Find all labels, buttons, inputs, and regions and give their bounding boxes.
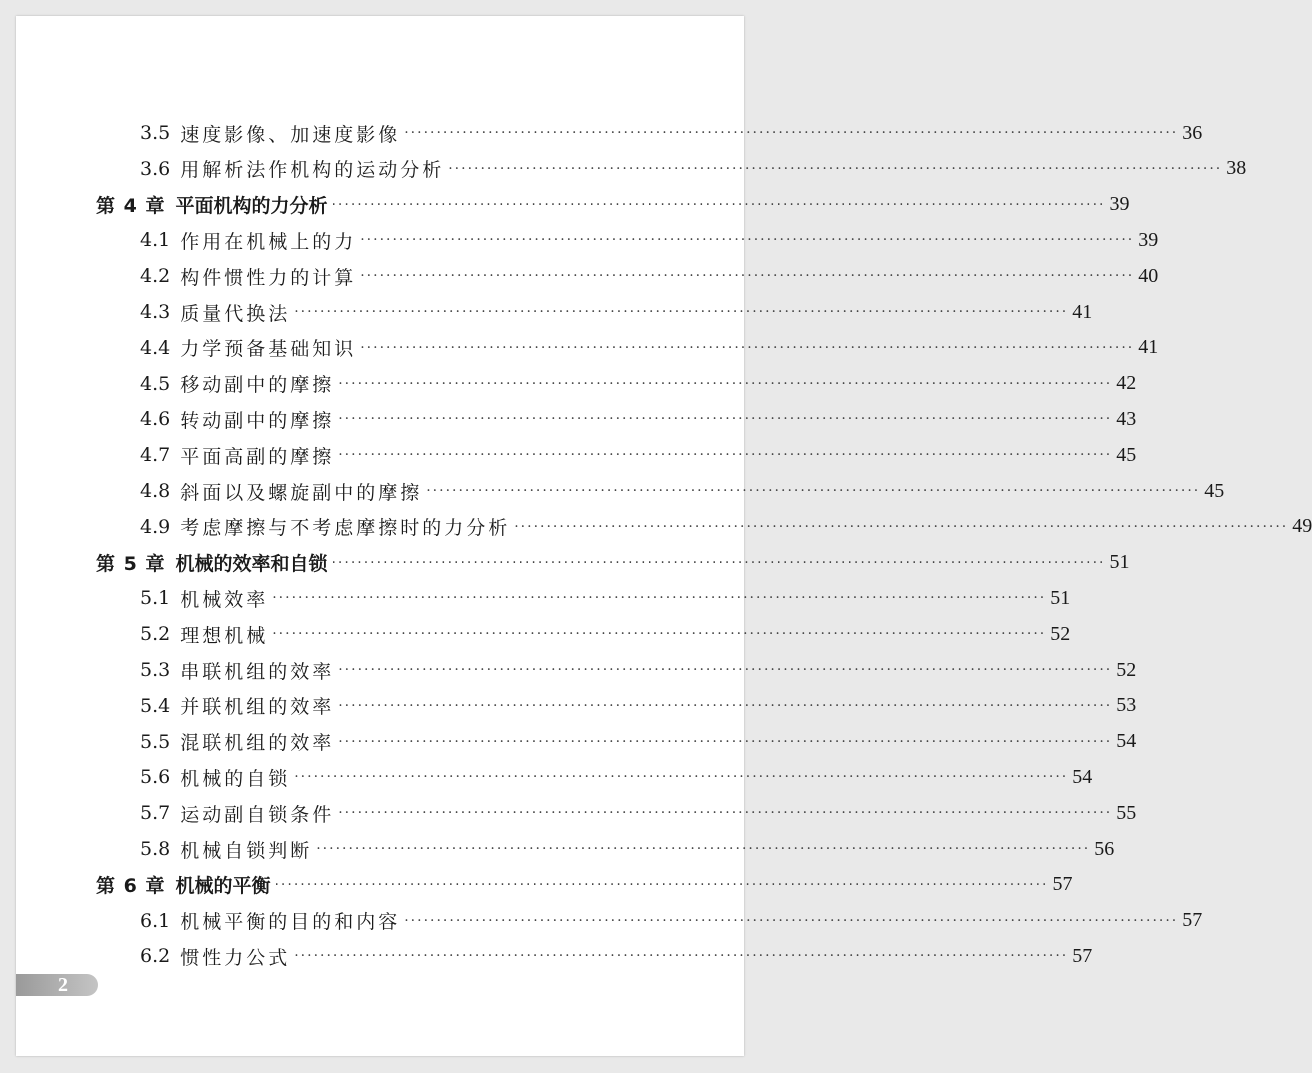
toc-leader-dots: ························································································································ (272, 590, 1047, 607)
toc-entry-page: 57 (1052, 873, 1073, 896)
toc-entry-title: 平面机构的力分析 (175, 195, 328, 218)
toc-entry-number: 5.8 (140, 838, 171, 860)
toc-entry-number: 4.6 (140, 408, 171, 431)
toc-leader-dots: ························································································································ (360, 232, 1135, 249)
toc-leader-dots: ························································································································ (331, 554, 1106, 571)
toc-section-entry[interactable] (140, 619, 1071, 649)
page-number: 2 (58, 973, 68, 996)
toc-chapter-entry[interactable] (96, 190, 1130, 220)
toc-entry-title: 力学预备基础知识 (180, 338, 357, 361)
toc-entry-page: 52 (1116, 658, 1137, 681)
toc-section-entry[interactable] (140, 906, 1203, 936)
toc-entry-title: 质量代换法 (180, 302, 291, 325)
toc-section-entry[interactable] (140, 440, 1137, 470)
toc-entry-number: 4.4 (140, 336, 171, 359)
toc-section-entry[interactable] (140, 727, 1137, 757)
toc-entry-page: 39 (1138, 228, 1159, 251)
toc-entry-number: 第 6 章 (96, 875, 166, 898)
toc-leader-dots: ························································································································ (514, 518, 1289, 535)
toc-entry-number: 4.3 (140, 301, 171, 323)
toc-section-entry[interactable] (140, 333, 1159, 363)
toc-entry-title: 机械自锁判断 (180, 839, 313, 862)
toc-section-entry[interactable] (140, 655, 1137, 685)
toc-entry-number: 第 5 章 (96, 553, 166, 576)
toc-leader-dots: ························································································································ (426, 483, 1201, 499)
toc-leader-dots: ························································································································ (331, 196, 1106, 213)
toc-chapter-entry[interactable] (96, 548, 1130, 578)
toc-entry-title: 移动副中的摩擦 (180, 374, 335, 397)
toc-entry-title: 机械的效率和自锁 (175, 553, 328, 576)
toc-section-entry[interactable] (140, 512, 1312, 542)
toc-entry-page: 55 (1116, 801, 1137, 824)
toc-section-entry[interactable] (140, 225, 1159, 255)
toc-entry-title: 串联机组的效率 (180, 660, 335, 683)
toc-section-entry[interactable] (140, 476, 1225, 506)
toc-section-entry[interactable] (140, 583, 1071, 613)
toc-entry-number: 5.7 (140, 802, 171, 825)
toc-entry-page: 45 (1204, 479, 1225, 502)
toc-section-entry[interactable] (140, 834, 1115, 864)
toc-leader-dots: ························································································································ (294, 304, 1069, 320)
toc-entry-title: 运动副自锁条件 (180, 803, 335, 826)
toc-section-entry[interactable] (140, 154, 1247, 184)
toc-entry-title: 混联机组的效率 (180, 732, 335, 755)
toc-entry-page: 41 (1138, 336, 1159, 359)
toc-section-entry[interactable] (140, 798, 1137, 828)
toc-entry-title: 机械的自锁 (180, 767, 291, 790)
toc-entry-page: 43 (1116, 407, 1137, 430)
toc-leader-dots: ························································································································ (272, 626, 1047, 643)
toc-entry-page: 42 (1116, 372, 1137, 395)
toc-leader-dots: ························································································································ (338, 697, 1113, 714)
toc-entry-title: 作用在机械上的力 (180, 230, 357, 253)
toc-entry-number: 5.6 (140, 766, 171, 789)
toc-entry-page: 45 (1116, 443, 1137, 466)
toc-entry-number: 4.2 (140, 265, 171, 288)
page-number-tab (16, 974, 98, 996)
toc-entry-title: 速度影像、加速度影像 (180, 123, 401, 146)
toc-leader-dots: ························································································································ (338, 662, 1113, 678)
toc-entry-number: 4.1 (140, 229, 171, 252)
toc-leader-dots: ························································································································ (316, 841, 1091, 857)
toc-entry-number: 5.4 (140, 694, 171, 717)
toc-entry-title: 用解析法作机构的运动分析 (180, 159, 445, 182)
toc-entry-number: 5.5 (140, 730, 171, 753)
toc-entry-page: 57 (1182, 909, 1203, 932)
toc-entry-title: 考虑摩擦与不考虑摩擦时的力分析 (180, 517, 511, 540)
toc-leader-dots: ························································································································ (338, 733, 1113, 750)
toc-leader-dots: ························································································································ (404, 125, 1179, 141)
toc-entry-title: 转动副中的摩擦 (180, 409, 335, 432)
toc-entry-page: 36 (1182, 121, 1203, 144)
toc-entry-page: 40 (1138, 264, 1159, 287)
toc-entry-title: 机械平衡的目的和内容 (180, 911, 401, 934)
toc-section-entry[interactable] (140, 762, 1093, 792)
toc-entry-page: 56 (1094, 837, 1115, 860)
toc-section-entry[interactable] (140, 941, 1093, 971)
toc-entry-number: 4.7 (140, 444, 171, 467)
toc-leader-dots: ························································································································ (338, 411, 1113, 428)
toc-entry-number: 第 4 章 (96, 195, 166, 218)
toc-entry-page: 51 (1050, 586, 1071, 609)
toc-leader-dots: ························································································································ (360, 268, 1135, 285)
toc-leader-dots: ························································································································ (448, 160, 1223, 177)
toc-entry-page: 49 (1292, 515, 1312, 538)
toc-leader-dots: ························································································································ (338, 805, 1113, 822)
toc-entry-title: 机械的平衡 (175, 875, 271, 898)
toc-entry-page: 38 (1226, 157, 1247, 180)
toc-entry-page: 54 (1116, 730, 1137, 753)
toc-entry-number: 3.5 (140, 122, 171, 144)
document-page (16, 16, 1312, 1056)
toc-entry-number: 6.1 (140, 909, 171, 932)
toc-entry-number: 3.6 (140, 157, 171, 180)
toc-entry-page: 53 (1116, 694, 1137, 717)
toc-leader-dots: ························································································································ (360, 339, 1135, 356)
toc-entry-title: 并联机组的效率 (180, 696, 335, 719)
toc-leader-dots: ························································································································ (404, 912, 1179, 929)
toc-leader-dots: ························································································································ (294, 769, 1069, 786)
toc-entry-page: 41 (1072, 300, 1093, 323)
toc-entry-title: 构件惯性力的计算 (180, 266, 357, 289)
toc-leader-dots: ························································································································ (338, 375, 1113, 392)
toc-entry-number: 5.3 (140, 659, 171, 681)
toc-leader-dots: ························································································································ (274, 876, 1049, 893)
toc-leader-dots: ························································································································ (338, 447, 1113, 464)
toc-entry-title: 机械效率 (180, 588, 269, 611)
toc-entry-title: 理想机械 (180, 624, 269, 647)
toc-entry-number: 5.1 (140, 587, 171, 610)
toc-section-entry[interactable] (140, 118, 1203, 148)
toc-entry-number: 4.9 (140, 515, 171, 538)
toc-section-entry[interactable] (140, 297, 1093, 327)
toc-entry-number: 5.2 (140, 623, 171, 646)
toc-entry-page: 57 (1072, 944, 1093, 967)
toc-section-entry[interactable] (140, 691, 1137, 721)
toc-entry-number: 4.5 (140, 372, 171, 395)
toc-entry-number: 4.8 (140, 480, 171, 502)
toc-entry-title: 平面高副的摩擦 (180, 445, 335, 468)
toc-leader-dots: ························································································································ (294, 948, 1069, 965)
toc-chapter-entry[interactable] (96, 870, 1073, 900)
toc-entry-title: 惯性力公式 (180, 946, 291, 969)
toc-section-entry[interactable] (140, 369, 1137, 399)
toc-entry-number: 6.2 (140, 945, 171, 968)
toc-section-entry[interactable] (140, 261, 1159, 291)
toc-entry-page: 39 (1109, 193, 1130, 216)
toc-entry-page: 52 (1050, 622, 1071, 645)
toc-entry-title: 斜面以及螺旋副中的摩擦 (180, 481, 423, 504)
toc-entry-page: 54 (1072, 765, 1093, 788)
toc-section-entry[interactable] (140, 404, 1137, 434)
toc-entry-page: 51 (1109, 551, 1130, 574)
